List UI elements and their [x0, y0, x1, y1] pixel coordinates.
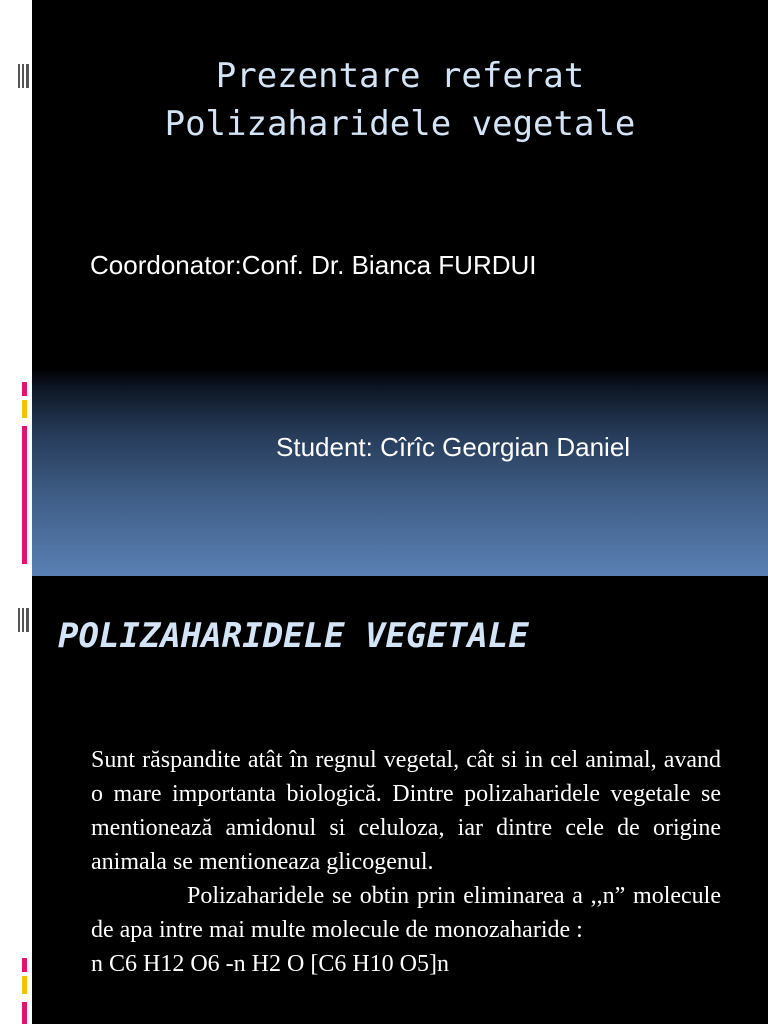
decorative-bar-pink	[22, 958, 27, 972]
decorative-lines	[18, 64, 32, 88]
decorative-bar-yellow	[22, 400, 27, 418]
title-line-2: Polizaharidele vegetale	[164, 104, 636, 144]
slide-margin	[0, 576, 32, 1024]
slide-content	[0, 576, 768, 1024]
presentation-title	[32, 52, 768, 148]
decorative-bar-pink-long	[22, 426, 27, 564]
slide-margin	[0, 0, 32, 576]
decorative-lines	[18, 608, 32, 632]
student-text: Student: Cîrîc Georgian Daniel	[276, 432, 631, 462]
chemical-formula: n C6 H12 O6 -n H2 O [C6 H10 O5]n	[91, 951, 449, 977]
slide-body-text	[91, 743, 721, 981]
paragraph: Sunt răspandite atât în regnul vegetal, cât si in cel animal, avand o mare importanta biologică. Dintre polizaharidele vegetale se mentionează amidonul si celuloza, iar dintre cele de origine animala se mentioneaza glicogenul.	[91, 747, 721, 875]
coordinator-text: Coordonator:Conf. Dr. Bianca FURDUI	[90, 250, 537, 280]
decorative-bar-pink-long	[22, 1002, 27, 1024]
decorative-bar-pink	[22, 382, 27, 396]
paragraph: Polizaharidele se obtin prin eliminarea a ,,n” molecule de apa intre mai multe molecule de monozaharide :	[91, 883, 721, 943]
title-line-1: Prezentare referat	[215, 56, 585, 96]
decorative-bar-yellow	[22, 976, 27, 994]
slide-heading: POLIZAHARIDELE VEGETALE	[58, 616, 529, 656]
